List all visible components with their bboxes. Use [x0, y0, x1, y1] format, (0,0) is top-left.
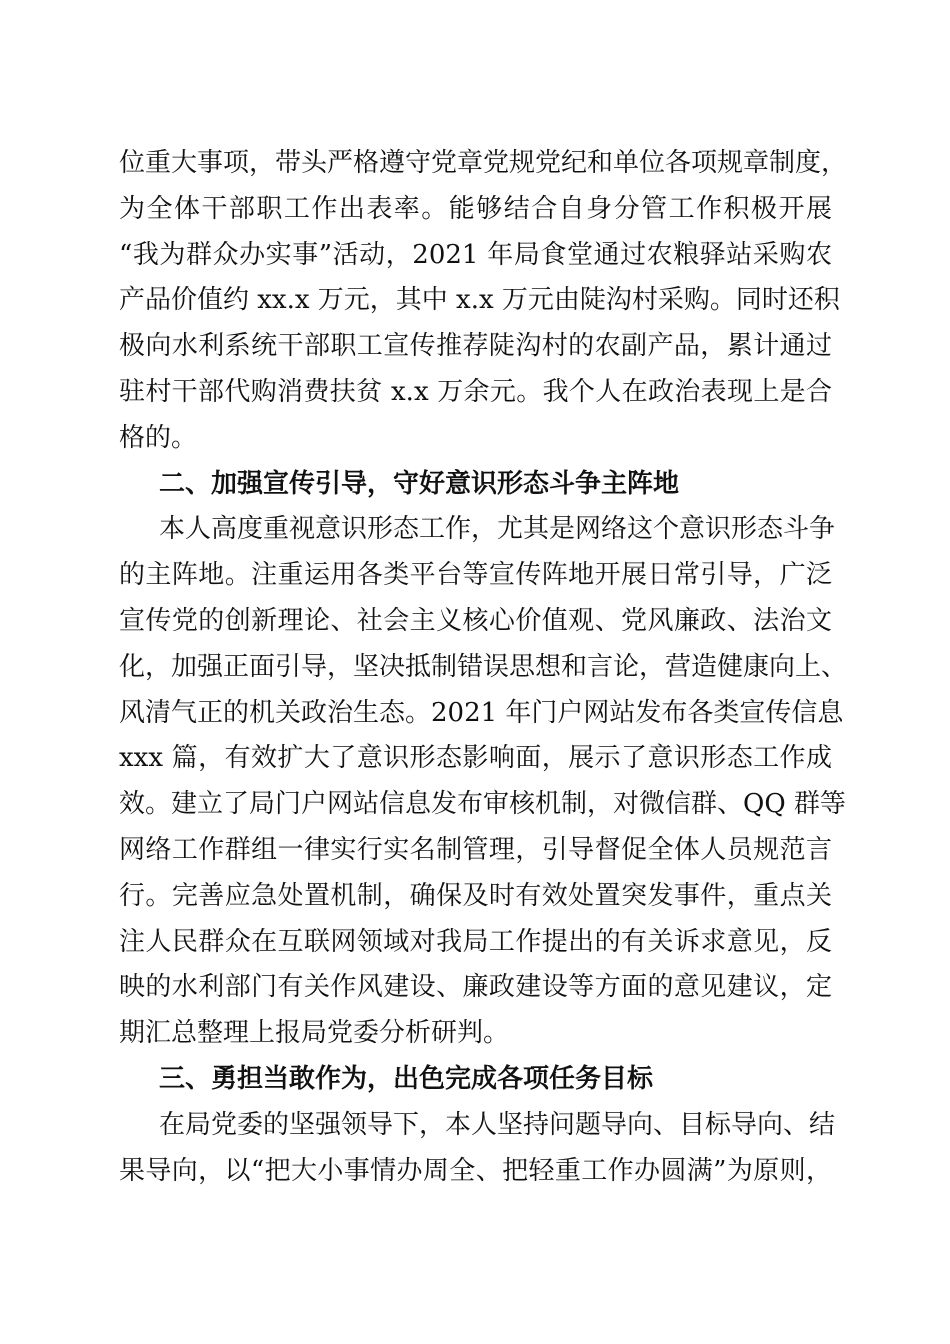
- paragraph-ideology-work: [119, 507, 848, 1057]
- section-heading-2: 二、加强宣传引导，守好意识形态斗争主阵地: [159, 468, 680, 499]
- document-body: [119, 141, 848, 1194]
- text-line: 在局党委的坚强领导下，本人坚持问题导向、目标导向、结: [159, 1109, 836, 1140]
- text-line: 注人民群众在互联网领域对我局工作提出的有关诉求意见，反: [119, 926, 832, 957]
- text-line: 期汇总整理上报局党委分析研判。: [119, 1018, 510, 1049]
- text-line: 格的。: [119, 422, 198, 453]
- paragraph-political-performance: [119, 141, 848, 462]
- text-line: 化，加强正面引导，坚决抵制错误思想和言论，营造健康向上、: [119, 651, 848, 682]
- text-line: 极向水利系统干部职工宣传推荐陡沟村的农副产品，累计通过: [119, 331, 832, 362]
- text-line: xxx 篇，有效扩大了意识形态影响面，展示了意识形态工作成: [119, 743, 832, 774]
- text-line: 效。建立了局门户网站信息发布审核机制，对微信群、QQ 群等: [119, 789, 846, 820]
- text-line: 驻村干部代购消费扶贫 x.x 万余元。我个人在政治表现上是合: [119, 376, 832, 407]
- text-line: 位重大事项，带头严格遵守党章党规党纪和单位各项规章制度，: [119, 148, 848, 178]
- text-line: “我为群众办实事”活动，2021 年局食堂通过农粮驿站采购农: [119, 239, 832, 270]
- text-line: 果导向，以“把大小事情办周全、把轻重工作办圆满”为原则，: [119, 1155, 832, 1186]
- text-line: 为全体干部职工作出表率。能够结合自身分管工作积极开展: [119, 193, 832, 224]
- text-line: 的主阵地。注重运用各类平台等宣传阵地开展日常引导，广泛: [119, 560, 832, 591]
- text-line: 网络工作群组一律实行实名制管理，引导督促全体人员规范言: [119, 834, 832, 865]
- text-line: 产品价值约 xx.x 万元，其中 x.x 万元由陡沟村采购。同时还积: [119, 285, 840, 316]
- text-line: 宣传党的创新理论、社会主义核心价值观、党风廉政、法治文: [119, 605, 832, 636]
- text-line: 行。完善应急处置机制，确保及时有效处置突发事件，重点关: [119, 880, 832, 911]
- text-line: 映的水利部门有关作风建设、廉政建设等方面的意见建议，定: [119, 972, 832, 1003]
- text-line: 风清气正的机关政治生态。2021 年门户网站发布各类宣传信息: [119, 697, 844, 728]
- text-line: 本人高度重视意识形态工作，尤其是网络这个意识形态斗争: [159, 514, 836, 545]
- paragraph-task-goals: [119, 1103, 836, 1195]
- section-heading-3: 三、勇担当敢作为，出色完成各项任务目标: [159, 1063, 654, 1094]
